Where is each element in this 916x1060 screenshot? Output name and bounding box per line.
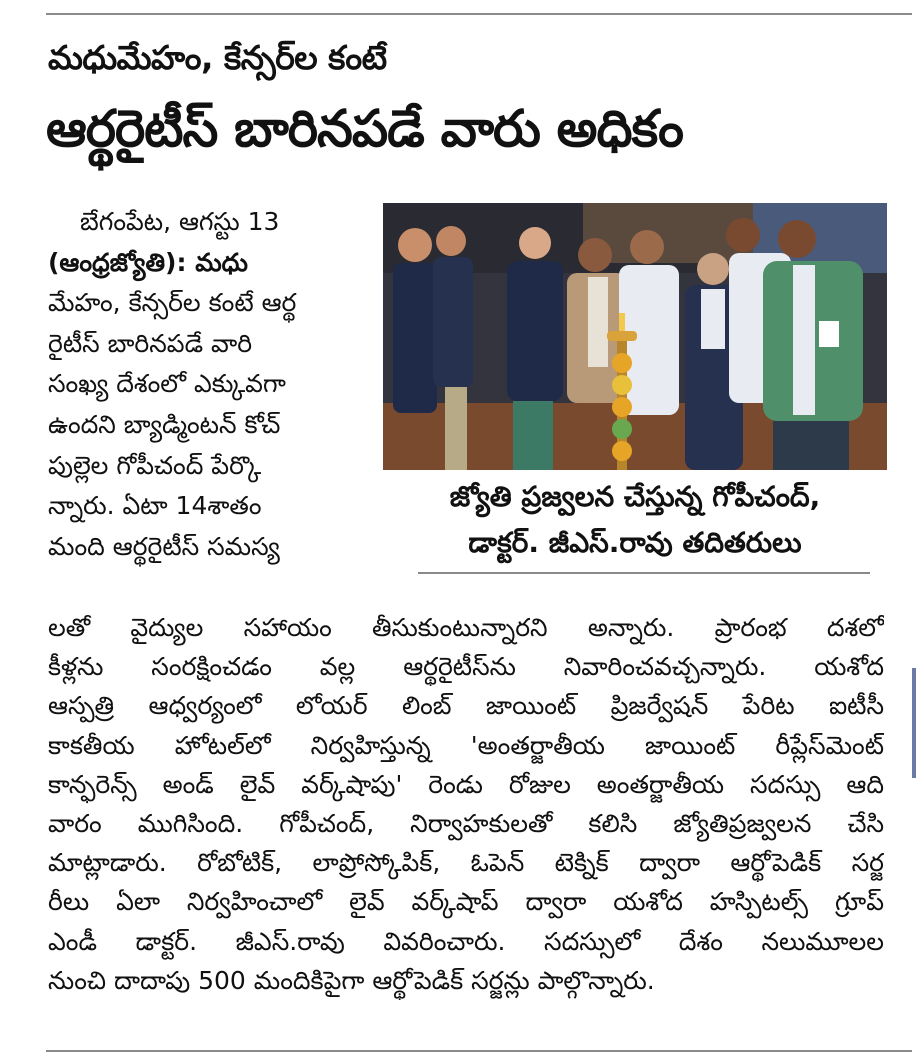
body-line: కాకతీయ హోటల్‌లో నిర్వహిస్తున్న 'అంతర్జాతీయ జాయింట్ రీప్లేస్‌మెంట్: [48, 730, 884, 760]
article-photo: [383, 203, 887, 470]
body-line: బేగంపేట, ఆగస్టు 13: [80, 207, 280, 236]
body-line: మాట్లాడారు. రోబోటిక్, లాప్రోస్కోపిక్, ఓపెన్ టెక్నిక్ ద్వారా ఆర్థోపెడిక్ సర్జ: [48, 848, 884, 878]
bottom-rule: [46, 1050, 912, 1052]
article-body: [48, 608, 884, 1000]
body-line: న్నారు. ఏటా 14శాతం: [48, 491, 262, 521]
body-line: కీళ్లను సంరక్షించడం వల్ల ఆర్థరైటీస్‌ను నివారించవచ్చన్నారు. యశోద: [48, 652, 884, 682]
article-kicker: మధుమేహం, కేన్సర్‌ల కంటే: [48, 38, 387, 77]
body-line: కాన్ఫరెన్స్ అండ్ లైవ్ వర్క్‌షాపు' రెండు రోజుల అంతర్జాతీయ సదస్సు ఆది: [48, 769, 884, 799]
caption-line: జ్యోతి ప్రజ్వలన చేస్తున్న గోపీచంద్,: [449, 480, 821, 513]
margin-marker: [912, 668, 916, 778]
body-line: మంది ఆర్థరైటీస్ సమస్య: [48, 531, 280, 561]
top-rule: [46, 13, 912, 15]
body-line: ఆస్పత్రి ఆధ్వర్యంలో లోయర్ లింబ్ జాయింట్ ప్రిజర్వేషన్ పేరిట ఐటీసీ: [48, 691, 884, 721]
body-line: వారం ముగిసింది. గోపీచంద్, నిర్వాహకులతో కలిసి జ్యోతిప్రజ్వలన చేసి: [48, 808, 884, 838]
body-line: ఎండీ డాక్టర్. జీఎస్.రావు వివరించారు. సదస్సులో దేశం నలుమూలల: [48, 926, 884, 956]
caption-underline: [418, 572, 870, 574]
body-line: మేహం, కేన్సర్‌ల కంటే ఆర్థ: [48, 288, 297, 318]
event-photo-illustration: [383, 203, 887, 470]
body-line: ఉందని బ్యాడ్మింటన్ కోచ్: [48, 409, 281, 439]
article-headline: ఆర్థరైటీస్ బారినపడే వారు అధికం: [46, 100, 683, 159]
body-line: (ఆంధ్రజ్యోతి): మధు: [48, 247, 248, 277]
article-lead-column: [48, 202, 378, 567]
body-line: లతో వైద్యుల సహాయం తీసుకుంటున్నారని అన్నారు. ప్రారంభ దశలో: [48, 613, 884, 642]
photo-caption: [400, 474, 870, 574]
body-line: సంఖ్య దేశంలో ఎక్కువగా: [48, 369, 286, 399]
body-line: రీలు ఏలా నిర్వహించాలో లైవ్ వర్క్‌షాప్ ద్వారా యశోద హస్పిటల్స్ గ్రూప్: [48, 887, 884, 917]
body-line: నుంచి దాదాపు 500 మందికిపైగా ఆర్థోపెడిక్ సర్జన్లు పాల్గొన్నారు.: [48, 965, 655, 995]
body-line: పుల్లెల గోపీచంద్ పేర్కొ: [48, 450, 262, 480]
caption-line: డాక్టర్. జీఎస్.రావు తదితరులు: [468, 526, 802, 559]
body-line: రైటీస్ బారినపడే వారి: [48, 328, 253, 358]
